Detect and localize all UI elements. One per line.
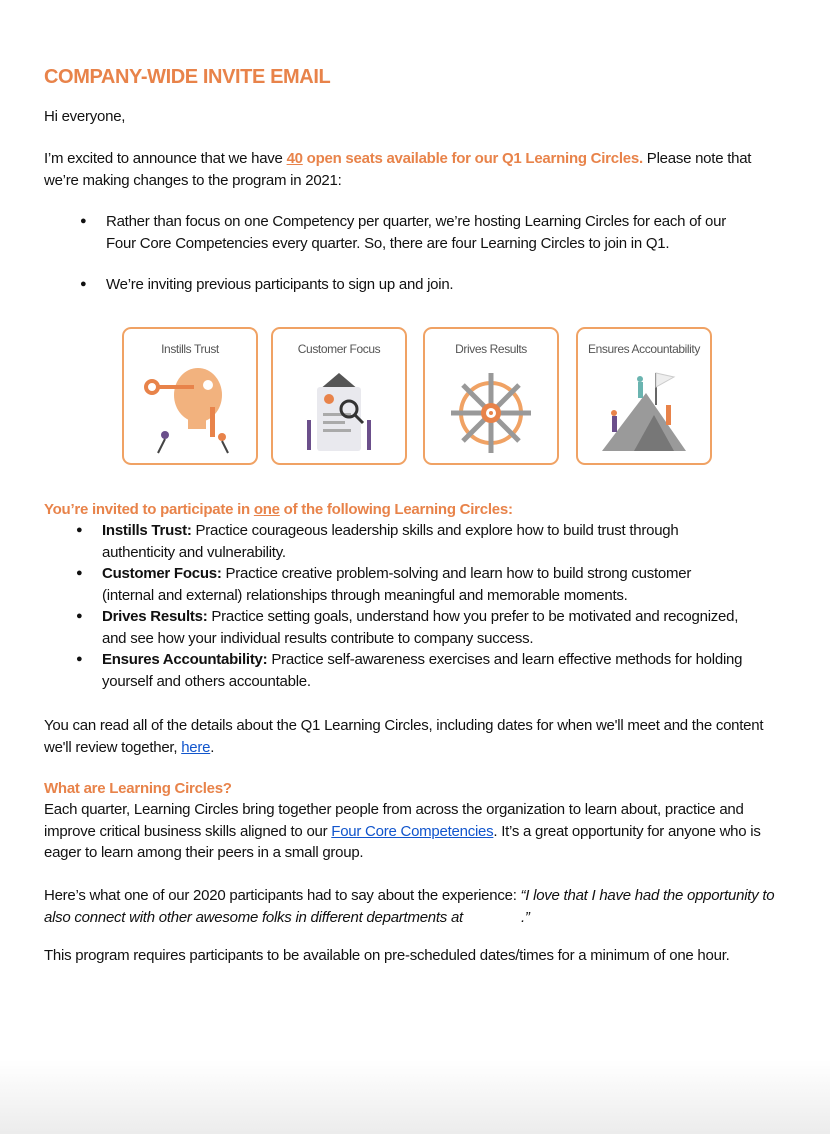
lightbulb-key-illustration <box>140 365 240 455</box>
what-paragraph: Each quarter, Learning Circles bring together people from across the organization to learn about, practice and improve critical business skills aligned to our Four Core Competencies. It’s a great opportunity for anyone who is eager to learn among their peers in a small group. <box>44 801 761 861</box>
here-link[interactable]: here <box>181 738 211 756</box>
seats-number: 40 <box>286 150 303 167</box>
greeting: Hi everyone, <box>44 108 126 125</box>
card-instills-trust <box>122 327 258 465</box>
quote-paragraph: Here’s what one of our 2020 participants had to say about the experience: “I love that I have had the opportunity to also connect with other awesome folks in different departments at .” <box>44 887 775 926</box>
list-item: ● Rather than focus on one Competency per quarter, we’re hosting Learning Circles for each of our Four Core Competencies every quarter. So, there are four Learning Circles to join in Q1. <box>44 211 744 254</box>
card-label: Ensures Accountability <box>588 342 700 356</box>
details-paragraph: You can read all of the details about the Q1 Learning Circles, including dates for when we'll meet and the content we'll review together, here. <box>44 717 764 756</box>
page-bottom-shadow <box>0 1060 830 1134</box>
seats-text: open seats available for our Q1 Learning Circles. <box>302 150 643 167</box>
resume-magnifier-illustration <box>289 365 389 455</box>
intro-paragraph <box>44 148 784 191</box>
card-label: Drives Results <box>455 342 527 356</box>
changes-list <box>44 211 744 296</box>
document-title: COMPANY-WIDE INVITE EMAIL <box>44 66 331 88</box>
list-item: ● We’re inviting previous participants to sign up and join. <box>44 274 744 296</box>
card-label: Instills Trust <box>161 342 219 356</box>
list-item-instills-trust: ● Instills Trust: Practice courageous leadership skills and explore how to build trust through authenticity and vulnerability. <box>44 520 744 563</box>
participant-quote: “I love that I have had the opportunity to also connect with other awesome folks in different departments at <box>44 887 775 926</box>
list-item-ensures-accountability: ● Ensures Accountability: Practice self-awareness exercises and learn effective methods for holding yourself and others accountable. <box>44 649 744 692</box>
mountain-flag-illustration <box>594 365 694 455</box>
intro-text: I’m excited to announce that we have <box>44 150 287 167</box>
what-heading: What are Learning Circles? <box>44 780 232 797</box>
list-item-drives-results: ● Drives Results: Practice setting goals, understand how you prefer to be motivated and recognized, and see how your individual results contribute to company success. <box>44 606 744 649</box>
card-drives-results <box>423 327 559 465</box>
four-core-competencies-link[interactable]: Four Core Competencies <box>331 822 494 840</box>
card-ensures-accountability <box>576 327 712 465</box>
card-label: Customer Focus <box>297 342 381 356</box>
invite-heading: You’re invited to participate in one of the following Learning Circles: <box>44 501 513 518</box>
intro-text-end: Please note that we’re making changes to the program in 2021: <box>44 150 752 189</box>
list-item-customer-focus: ● Customer Focus: Practice creative problem-solving and learn how to build strong customer (internal and external) relationships through meaningful and memorable moments. <box>44 563 744 606</box>
requirement-paragraph: This program requires participants to be available on pre-scheduled dates/times for a minimum of one hour. <box>44 947 730 964</box>
card-customer-focus <box>271 327 407 465</box>
target-wheel-illustration <box>441 365 541 455</box>
learning-circles-list <box>44 520 744 692</box>
